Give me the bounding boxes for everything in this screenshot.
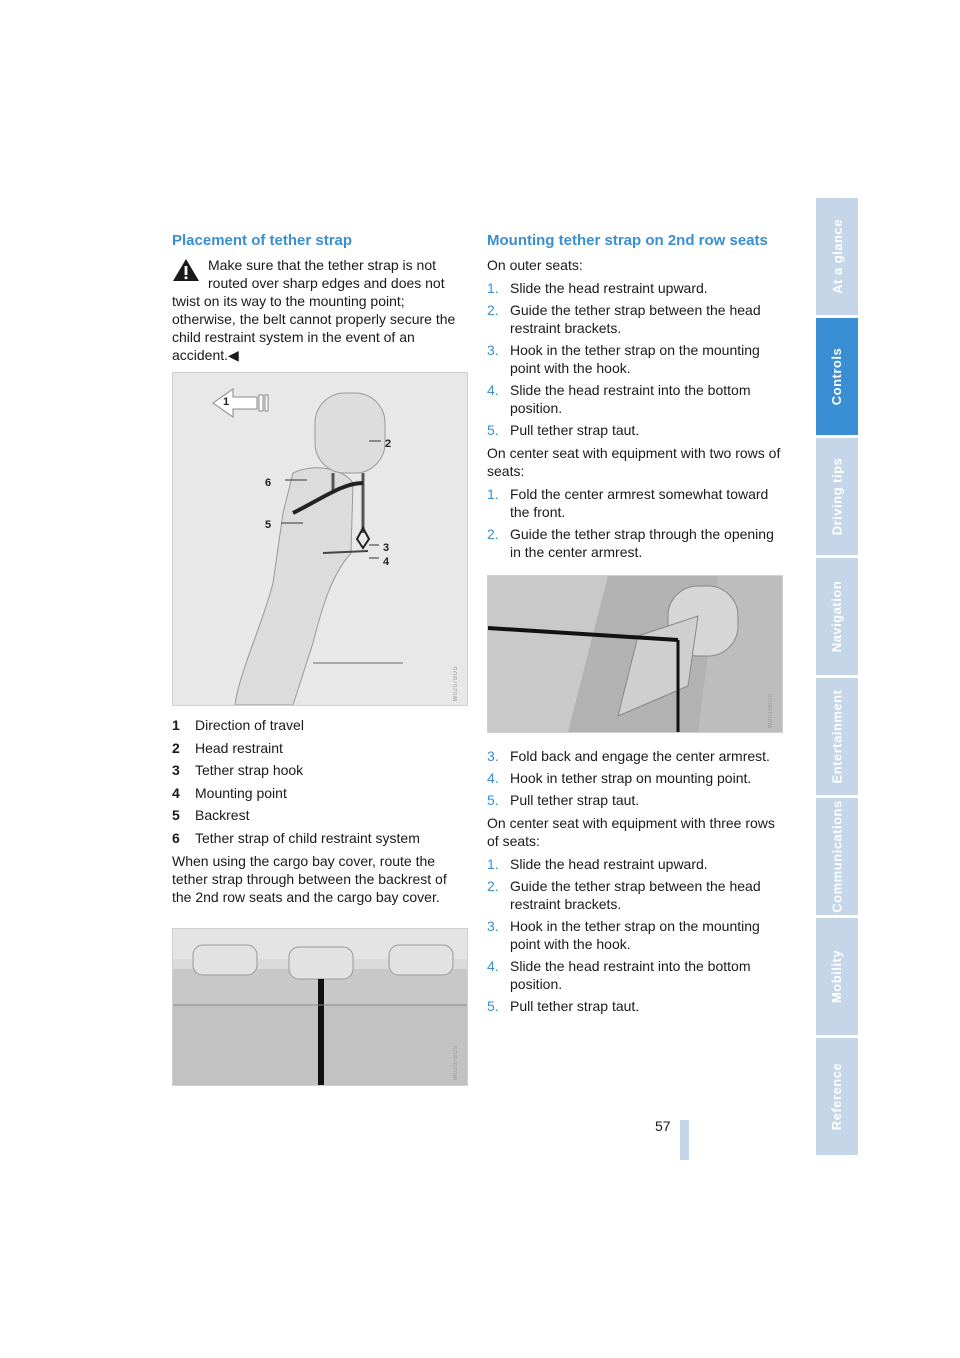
tab-label: Mobility bbox=[829, 949, 845, 1004]
center-three-rows-intro: On center seat with equipment with three rows of seats: bbox=[487, 815, 775, 849]
step-number: 4. bbox=[487, 382, 499, 398]
legend-item bbox=[172, 806, 468, 824]
step-number: 5. bbox=[487, 998, 499, 1014]
left-column bbox=[172, 232, 468, 1086]
step-number: 4. bbox=[487, 958, 499, 974]
step-number: 4. bbox=[487, 770, 499, 786]
headrest-illustration bbox=[172, 372, 468, 706]
step-number: 2. bbox=[487, 302, 499, 318]
tab-label: At a glance bbox=[829, 219, 845, 294]
step-item bbox=[487, 341, 782, 377]
tab-navigation[interactable] bbox=[816, 558, 858, 675]
step-text: Fold the center armrest somewhat toward the front. bbox=[510, 486, 769, 520]
legend-number: 1 bbox=[172, 717, 180, 733]
step-item bbox=[487, 301, 782, 337]
step-text: Guide the tether strap between the head restraint brackets. bbox=[510, 878, 761, 912]
step-number: 3. bbox=[487, 748, 499, 764]
center-two-rows-steps bbox=[487, 485, 782, 561]
section-heading-placement: Placement of tether strap bbox=[172, 232, 353, 249]
step-item bbox=[487, 381, 782, 417]
step-text: Hook in tether strap on mounting point. bbox=[510, 770, 752, 786]
legend-item bbox=[172, 739, 468, 757]
tab-reference[interactable] bbox=[816, 1038, 858, 1155]
step-item bbox=[487, 485, 782, 521]
callout-4: 4 bbox=[383, 556, 390, 568]
step-text: Pull tether strap taut. bbox=[510, 422, 640, 438]
tab-label: Communications bbox=[829, 800, 845, 913]
step-text: Guide the tether strap through the opening in the center armrest. bbox=[510, 526, 774, 560]
page-marker bbox=[680, 1120, 689, 1160]
step-item bbox=[487, 855, 782, 873]
legend-text: Tether strap hook bbox=[195, 762, 304, 779]
legend-number: 6 bbox=[172, 829, 180, 846]
step-text: Guide the tether strap between the head restraint brackets. bbox=[510, 302, 761, 336]
warning-block bbox=[172, 256, 468, 364]
figure-code: W0207BUS bbox=[453, 1045, 459, 1081]
armrest-drawing bbox=[488, 576, 782, 732]
step-text: Slide the head restraint into the bottom position. bbox=[510, 958, 751, 992]
legend-number: 2 bbox=[172, 739, 180, 756]
callout-1: 1 bbox=[223, 396, 230, 408]
legend-text: Tether strap of child restraint system bbox=[195, 829, 420, 846]
legend-number: 4 bbox=[172, 784, 180, 801]
center-two-rows-intro: On center seat with equipment with two rows of seats: bbox=[487, 445, 781, 479]
center-three-rows-steps bbox=[487, 855, 782, 1015]
headrest-drawing bbox=[173, 373, 467, 705]
tab-label: Entertainment bbox=[829, 689, 845, 784]
step-text: Hook in the tether strap on the mounting point with the hook. bbox=[510, 918, 760, 952]
step-number: 1. bbox=[487, 280, 499, 296]
callout-5: 5 bbox=[265, 519, 272, 531]
warning-text: Make sure that the tether strap is not routed over sharp edges and does not twist on its way to the mounting point; otherwise, the belt cannot properly secure the child restraint system in the event of an accident.◀ bbox=[172, 257, 456, 363]
legend-text: Direction of travel bbox=[195, 717, 304, 733]
armrest-illustration bbox=[487, 575, 783, 733]
chapter-tabs bbox=[816, 198, 858, 1158]
legend-number: 5 bbox=[172, 807, 180, 824]
step-text: Pull tether strap taut. bbox=[510, 998, 640, 1014]
step-number: 1. bbox=[487, 856, 499, 872]
step-text: Hook in the tether strap on the mounting point with the hook. bbox=[510, 342, 760, 376]
page-number: 57 bbox=[655, 1118, 671, 1134]
step-number: 2. bbox=[487, 526, 499, 542]
step-item bbox=[487, 769, 782, 787]
step-number: 2. bbox=[487, 878, 499, 894]
legend-number: 3 bbox=[172, 762, 180, 779]
step-item bbox=[487, 791, 782, 809]
step-item bbox=[487, 917, 782, 953]
tab-label: Controls bbox=[829, 347, 845, 406]
tab-label: Driving tips bbox=[829, 457, 845, 536]
step-number: 3. bbox=[487, 342, 499, 358]
step-number: 3. bbox=[487, 918, 499, 934]
step-number: 5. bbox=[487, 422, 499, 438]
legend-text: Backrest bbox=[195, 807, 250, 824]
legend bbox=[172, 716, 468, 847]
legend-item bbox=[172, 829, 468, 847]
legend-item bbox=[172, 784, 468, 802]
callout-3: 3 bbox=[383, 542, 390, 554]
tab-at-a-glance[interactable] bbox=[816, 198, 858, 315]
step-item bbox=[487, 747, 782, 765]
step-item bbox=[487, 525, 782, 561]
legend-item bbox=[172, 761, 468, 779]
outer-seats-intro: On outer seats: bbox=[487, 257, 583, 273]
right-column bbox=[487, 232, 782, 1020]
legend-item bbox=[172, 716, 468, 734]
step-text: Slide the head restraint into the bottom position. bbox=[510, 382, 751, 416]
tab-label: Navigation bbox=[829, 580, 845, 653]
step-item bbox=[487, 957, 782, 993]
figure-code: W0207BUS bbox=[453, 665, 459, 701]
cargo-cover-drawing bbox=[173, 929, 467, 1085]
callout-6: 6 bbox=[265, 477, 272, 489]
cargo-cover-illustration bbox=[172, 928, 468, 1086]
step-item bbox=[487, 877, 782, 913]
figure-code: W0810BUS bbox=[768, 692, 774, 728]
step-number: 1. bbox=[487, 486, 499, 502]
tab-communications[interactable] bbox=[816, 798, 858, 915]
tab-entertainment[interactable] bbox=[816, 678, 858, 795]
tab-controls[interactable] bbox=[816, 318, 858, 435]
section-heading-mounting: Mounting tether strap on 2nd row seats bbox=[487, 232, 768, 249]
step-text: Slide the head restraint upward. bbox=[510, 280, 708, 296]
tab-label: Reference bbox=[829, 1062, 845, 1131]
tab-driving-tips[interactable] bbox=[816, 438, 858, 555]
warning-icon bbox=[172, 258, 200, 282]
step-text: Fold back and engage the center armrest. bbox=[510, 748, 770, 764]
step-item bbox=[487, 279, 782, 297]
legend-text: Head restraint bbox=[195, 739, 283, 756]
cargo-paragraph: When using the cargo bay cover, route the tether strap through between the backrest of the 2nd row seats and the cargo bay cover. bbox=[172, 852, 447, 905]
step-item bbox=[487, 997, 782, 1015]
step-item bbox=[487, 421, 782, 439]
legend-text: Mounting point bbox=[195, 784, 287, 801]
step-number: 5. bbox=[487, 792, 499, 808]
callout-2: 2 bbox=[385, 438, 392, 450]
center-two-rows-steps-continued bbox=[487, 747, 782, 809]
outer-seats-steps bbox=[487, 279, 782, 439]
tab-mobility[interactable] bbox=[816, 918, 858, 1035]
step-text: Pull tether strap taut. bbox=[510, 792, 640, 808]
step-text: Slide the head restraint upward. bbox=[510, 856, 708, 872]
